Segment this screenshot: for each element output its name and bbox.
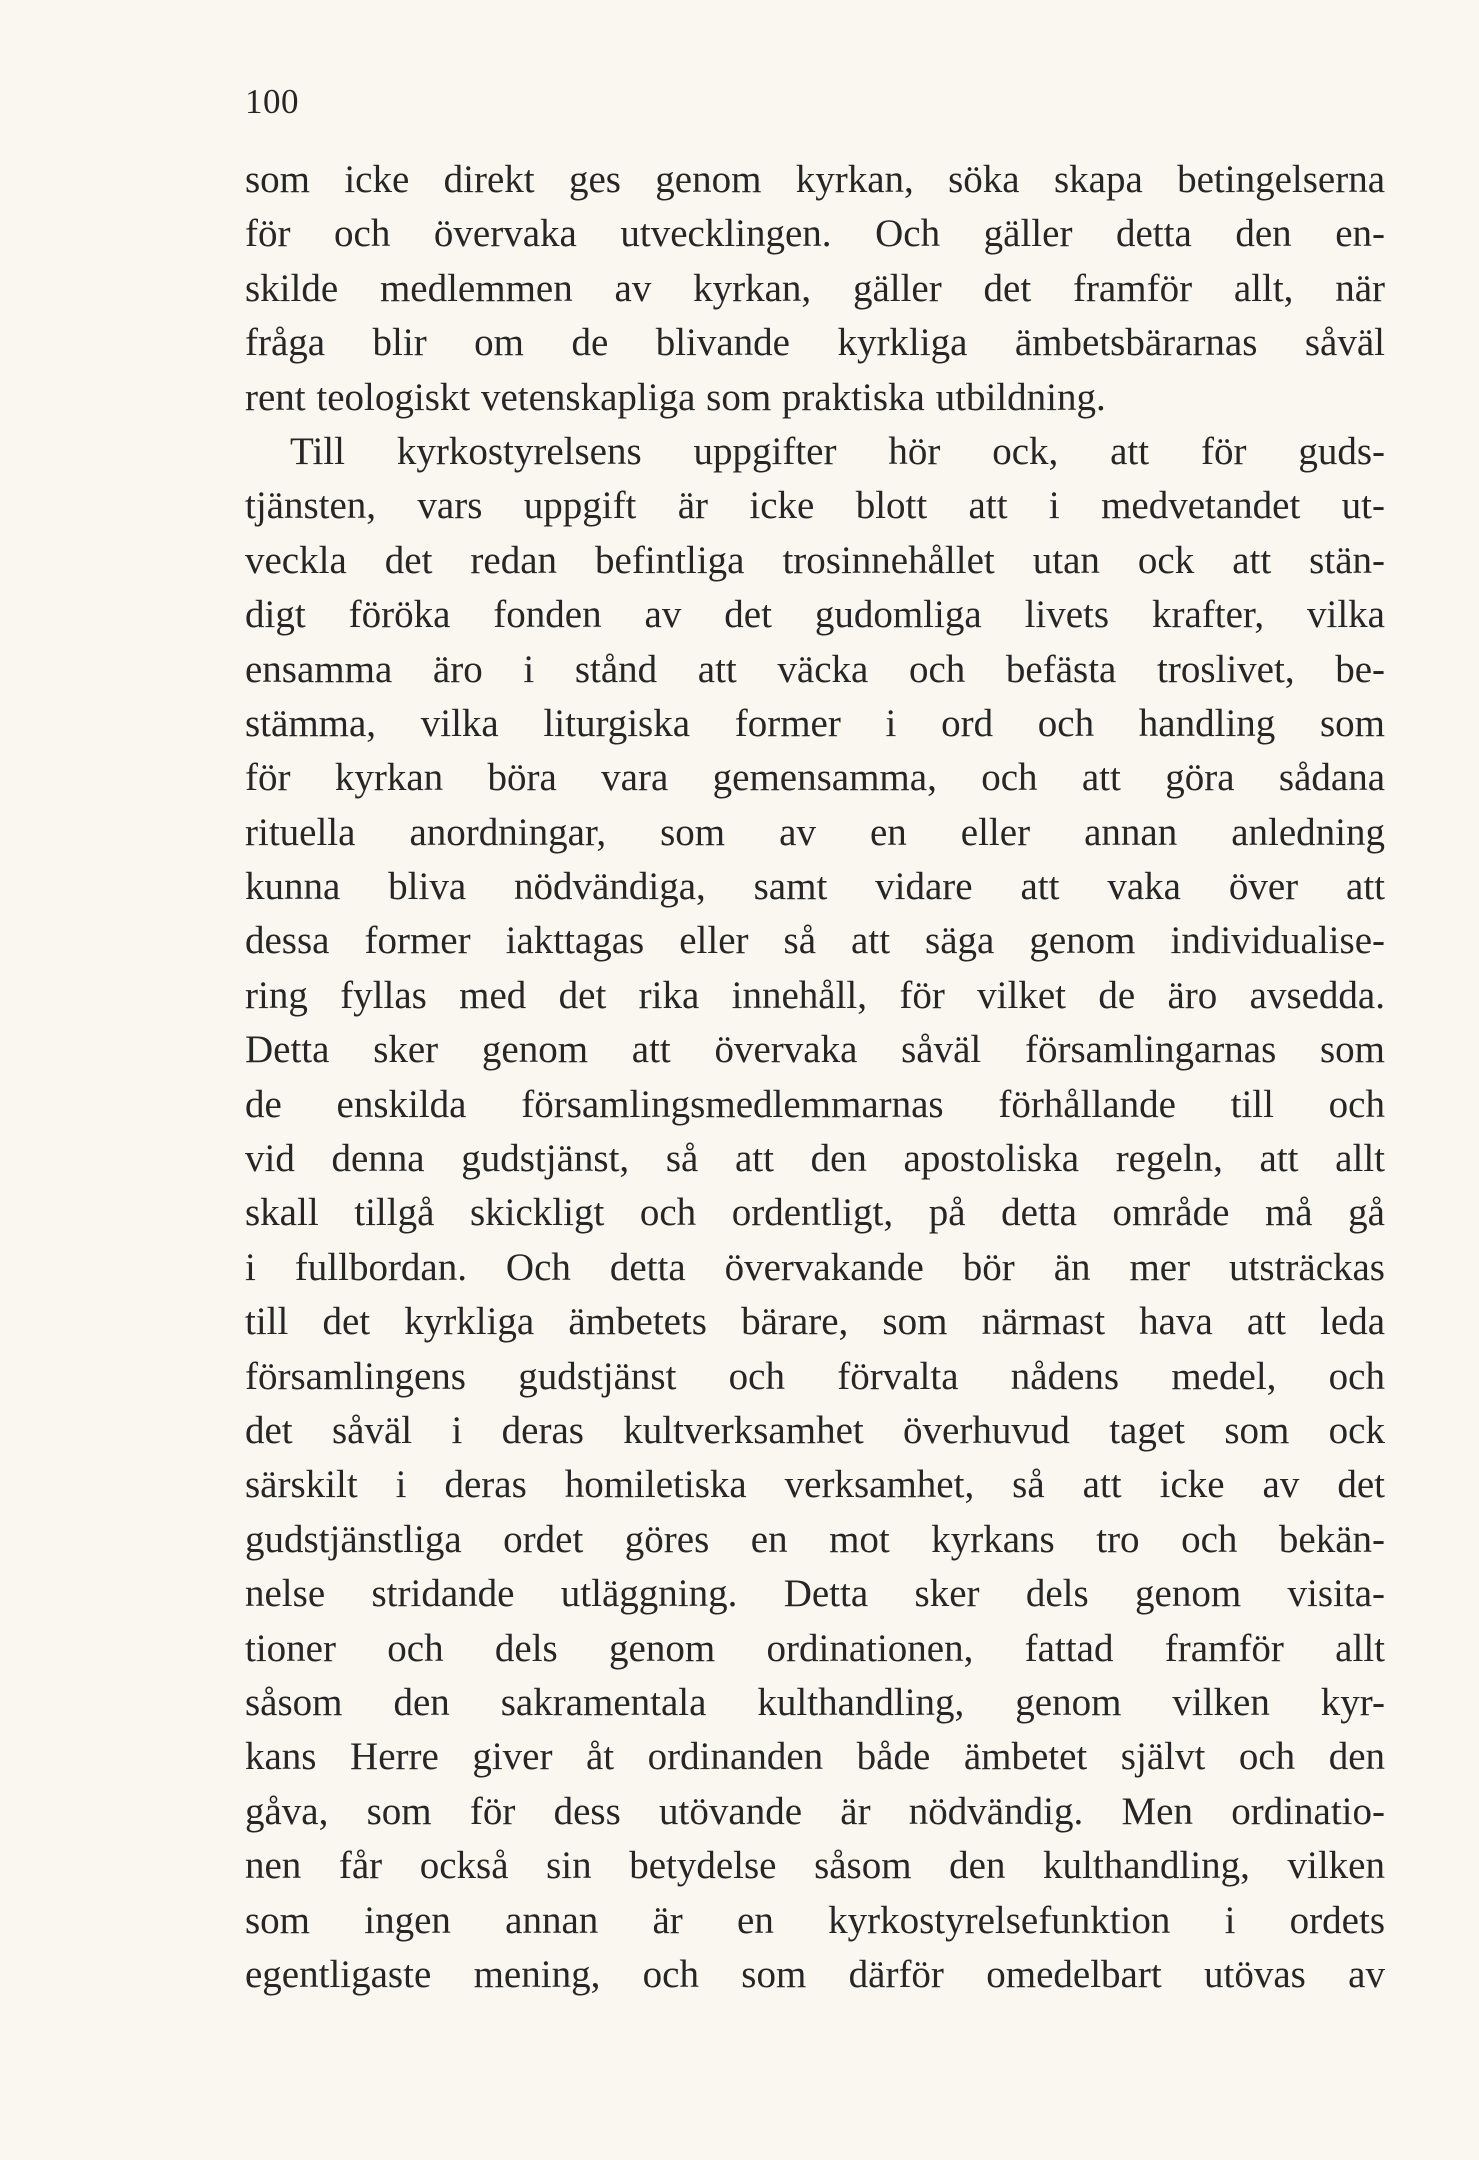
text-line: tjänsten, vars uppgift är icke blott att i medvetandet ut- (245, 484, 1385, 528)
body-text (245, 153, 1385, 2002)
text-line: Till kyrkostyrelsens uppgifter hör ock, att för guds- (290, 429, 1385, 473)
text-line: de enskilda församlingsmedlemmarnas förhållande till och (245, 1082, 1385, 1126)
text-line: som icke direkt ges genom kyrkan, söka skapa betingelserna (245, 158, 1385, 201)
text-line: för och övervaka utvecklingen. Och gäller detta den en- (245, 212, 1385, 256)
text-line: gudstjänstliga ordet göres en mot kyrkans tro och bekän- (245, 1517, 1385, 1561)
text-line: i fullbordan. Och detta övervakande bör än mer utsträckas (245, 1245, 1385, 1289)
text-line: för kyrkan böra vara gemensamma, och att göra sådana (245, 756, 1385, 800)
text-line: vid denna gudstjänst, så att den apostoliska regeln, att allt (245, 1137, 1385, 1181)
text-line: kunna bliva nödvändiga, samt vidare att vaka över att (245, 865, 1385, 909)
text-line: det såväl i deras kultverksamhet överhuvud taget som ock (245, 1408, 1385, 1452)
text-line: ensamma äro i stånd att väcka och befästa troslivet, be- (245, 647, 1385, 691)
text-line: nen får också sin betydelse såsom den kulthandling, vilken (245, 1844, 1385, 1888)
text-line: rent teologiskt vetenskapliga som praktiska utbildning. (245, 375, 1106, 419)
text-line: rituella anordningar, som av en eller annan anledning (245, 810, 1385, 854)
text-line: till det kyrkliga ämbetets bärare, som närmast hava att leda (245, 1300, 1385, 1344)
text-line: skilde medlemmen av kyrkan, gäller det framför allt, när (245, 266, 1385, 310)
text-line: som ingen annan är en kyrkostyrelsefunktion i ordets (245, 1898, 1385, 1942)
text-line: såsom den sakramentala kulthandling, genom vilken kyr- (245, 1680, 1385, 1724)
text-line: särskilt i deras homiletiska verksamhet, så att icke av det (245, 1463, 1385, 1507)
text-line: veckla det redan befintliga trosinnehållet utan ock att stän- (245, 538, 1385, 582)
text-line: digt föröka fonden av det gudomliga livets krafter, vilka (245, 593, 1385, 637)
text-line: skall tillgå skickligt och ordentligt, på detta område må gå (245, 1191, 1385, 1235)
text-line: nelse stridande utläggning. Detta sker dels genom visita- (245, 1572, 1385, 1616)
page-number: 100 (245, 82, 299, 121)
text-line: egentligaste mening, och som därför omedelbart utövas av (245, 1952, 1385, 1996)
text-line: fråga blir om de blivande kyrkliga ämbetsbärarnas såväl (245, 321, 1385, 365)
text-line: församlingens gudstjänst och förvalta nådens medel, och (245, 1354, 1385, 1398)
text-line: tioner och dels genom ordinationen, fattad framför allt (245, 1626, 1385, 1670)
text-line: dessa former iakttagas eller så att säga genom individualise- (245, 919, 1385, 963)
text-line: gåva, som för dess utövande är nödvändig. Men ordinatio- (245, 1789, 1385, 1833)
text-line: kans Herre giver åt ordinanden både ämbetet självt och den (245, 1735, 1385, 1779)
text-line: ring fyllas med det rika innehåll, för vilket de äro avsedda. (245, 973, 1385, 1017)
text-line: Detta sker genom att övervaka såväl församlingarnas som (245, 1028, 1385, 1072)
text-line: stämma, vilka liturgiska former i ord och handling som (245, 701, 1385, 745)
